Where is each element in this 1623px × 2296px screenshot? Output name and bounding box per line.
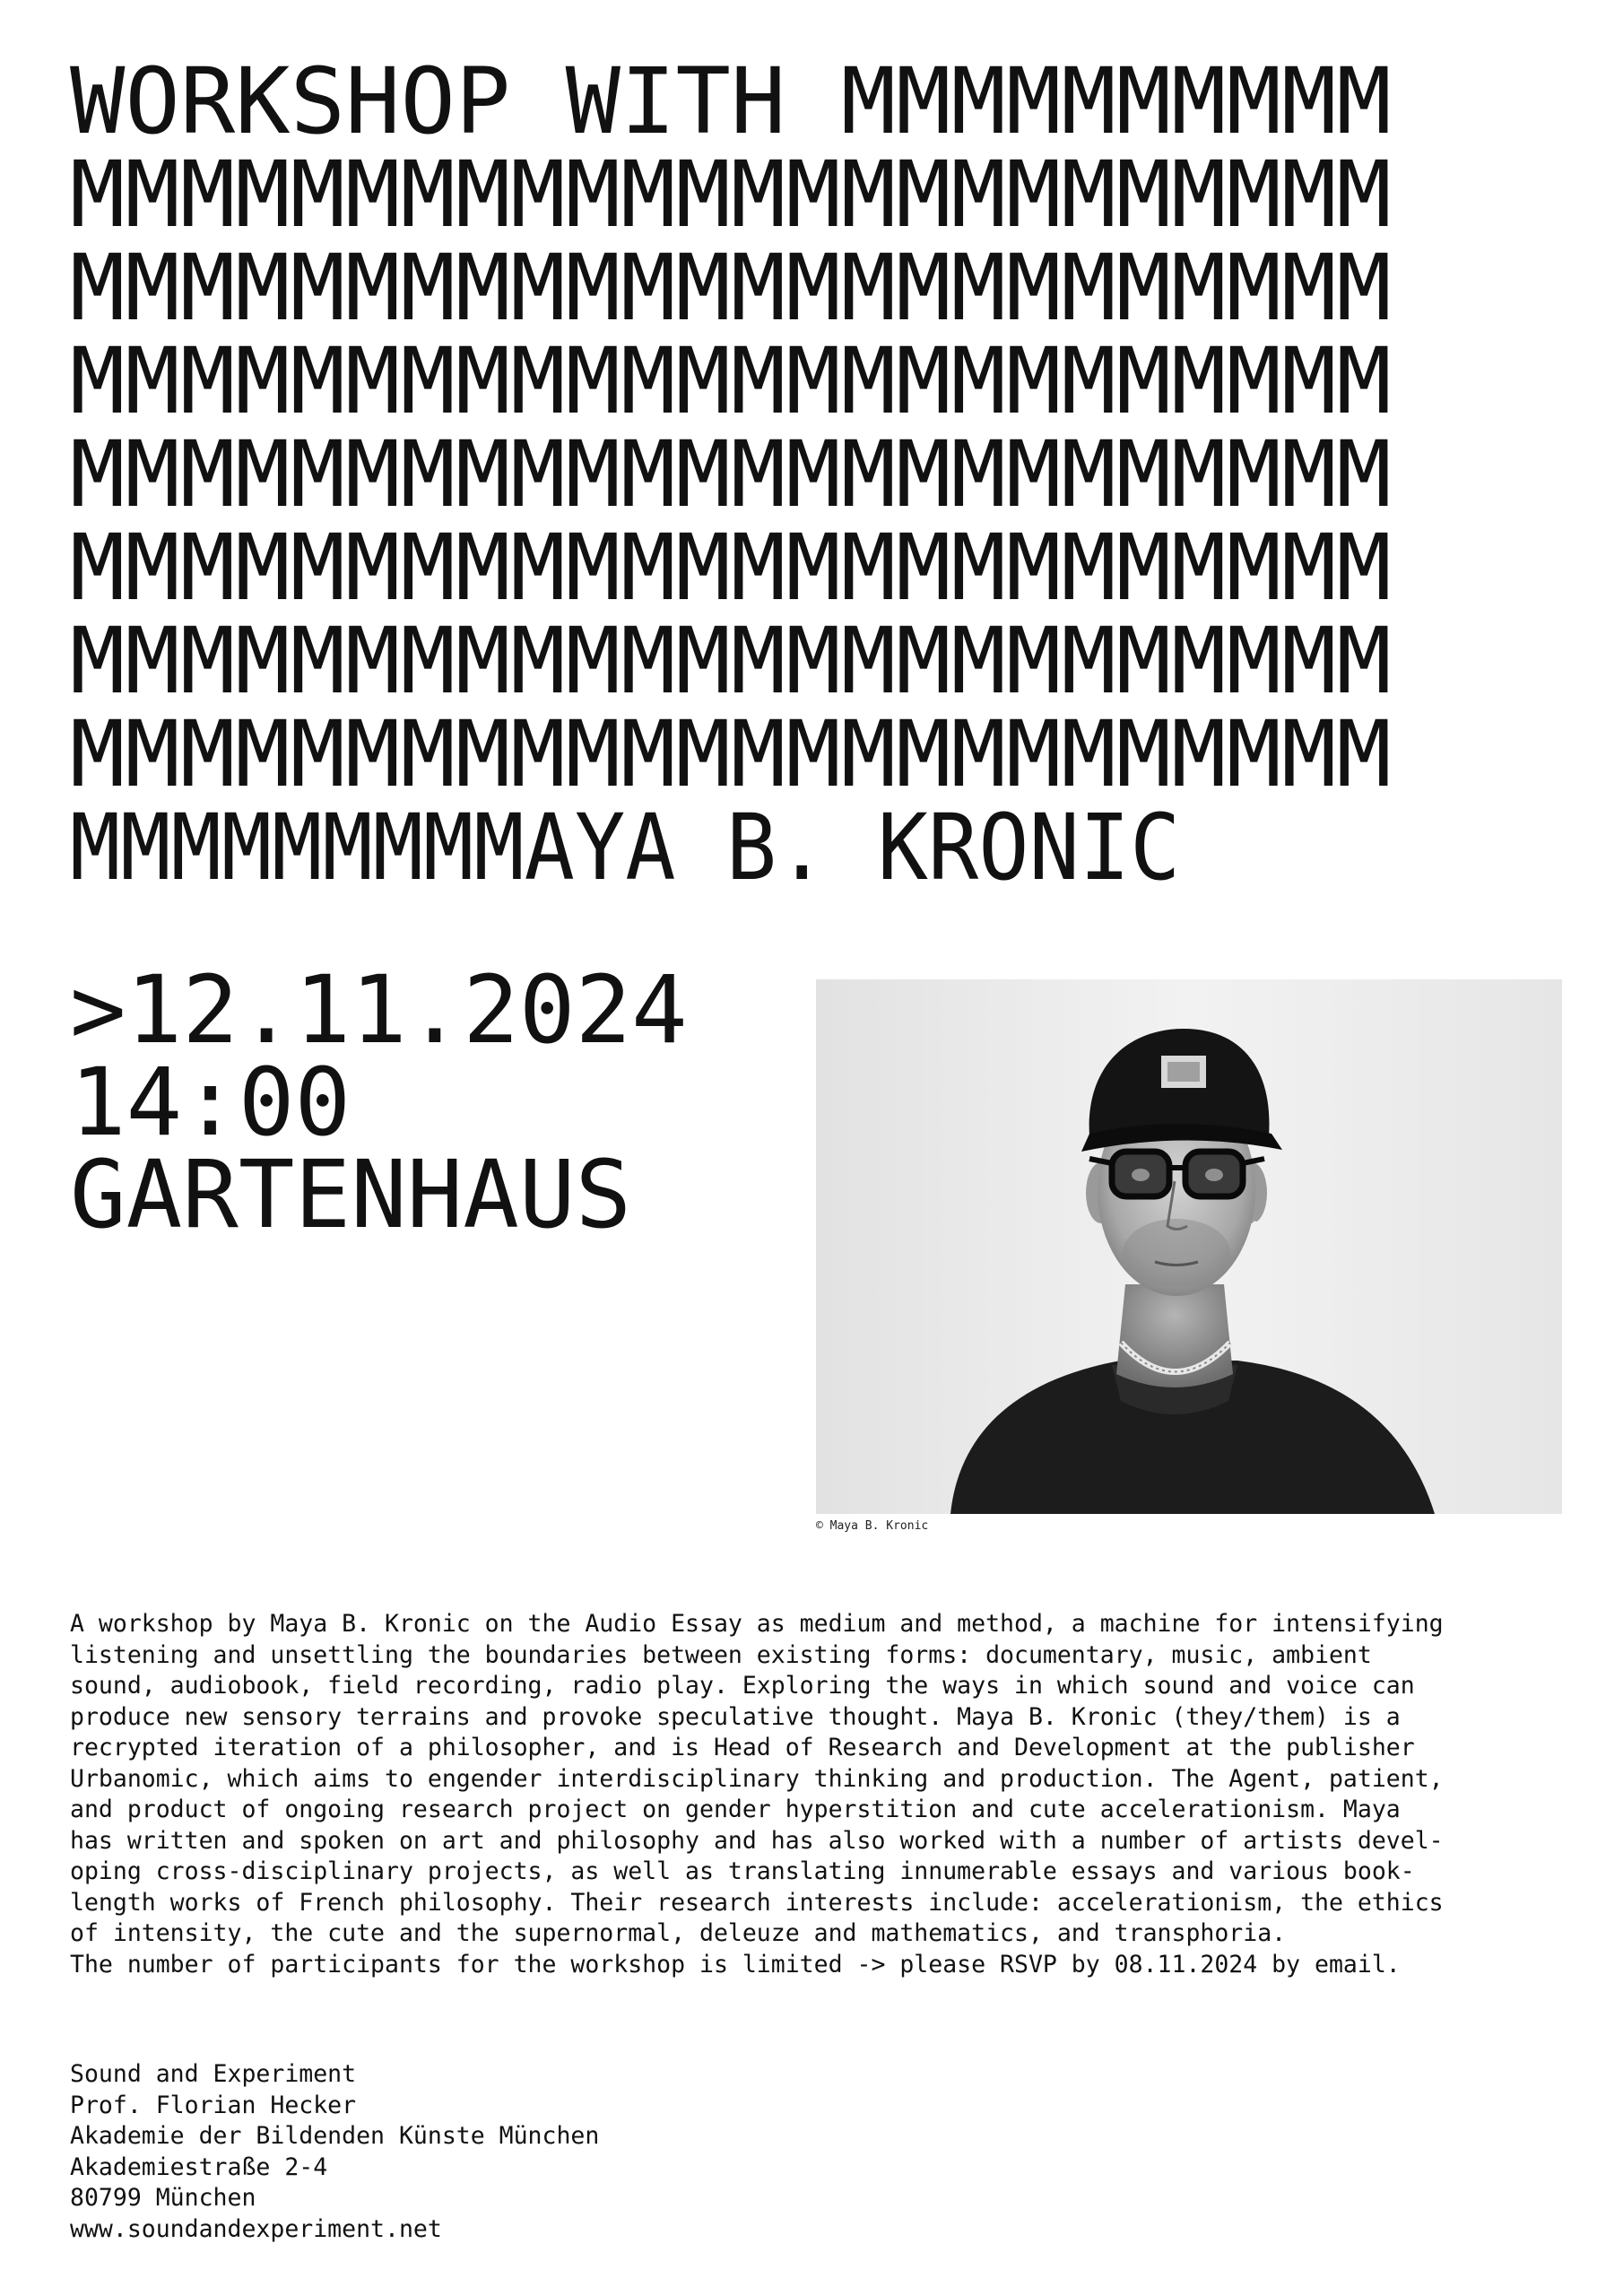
contact-institution: Akademie der Bildenden Künste München [70,2122,600,2150]
description-line: A workshop by Maya B. Kronic on the Audio Essay as medium and method, a machine for intensifying [70,1610,1444,1638]
description-line: has written and spoken on art and philosophy and has also worked with a number of artists devel- [70,1826,1444,1855]
description-line: of intensity, the cute and the supernormal, deleuze and mathematics, and transphoria. [70,1919,1287,1947]
headline [70,48,1558,901]
event-time: 14:00 [70,1048,352,1157]
headline-line: MMMMMMMMMMMMMMMMMMMMMMMM [70,701,1392,808]
photo-credit: © Maya B. Kronic [816,1519,929,1533]
description-line: produce new sensory terrains and provoke speculative thought. Maya B. Kronic (they/them) is a [70,1702,1401,1731]
description-line: sound, audiobook, field recording, radio play. Exploring the ways in which sound and voice can [70,1672,1415,1700]
description-line: length works of French philosophy. Their research interests include: accelerationism, the ethics [70,1888,1444,1917]
contact-street: Akademiestraße 2-4 [70,2152,328,2181]
event-date: >12.11.2024 [70,955,688,1065]
contact-block [70,2059,599,2245]
headline-line: MMMMMMMMMMMMMMMMMMMMMMMM [70,142,1392,248]
description-line: listening and unsettling the boundaries between existing forms: documentary, music, ambient [70,1640,1372,1669]
description-line: Urbanomic, which aims to engender interdisciplinary thinking and production. The Agent, patient, [70,1764,1444,1793]
headline-line: WORKSHOP WITH MMMMMMMMMM [70,48,1392,155]
headline-line: MMMMMMMMMMMMMMMMMMMMMMMM [70,328,1392,435]
rsvp-line: The number of participants for the workshop is limited -> please RSVP by 08.11.2024 by email. [70,1950,1401,1979]
contact-website-link[interactable]: www.soundandexperiment.net [70,2214,442,2243]
contact-city: 80799 München [70,2184,256,2212]
event-info [70,955,688,1249]
description-text [70,1609,1564,1980]
headline-line: MMMMMMMMMMMMMMMMMMMMMMMM [70,515,1392,622]
headline-line: MMMMMMMMMMMMMMMMMMMMMMMM [70,235,1392,342]
portrait-photo [816,979,1562,1514]
headline-line: MMMMMMMMMAYA B. KRONIC [70,795,1181,901]
headline-line: MMMMMMMMMMMMMMMMMMMMMMMM [70,422,1392,528]
contact-class-name: Sound and Experiment [70,2060,357,2088]
contact-professor: Prof. Florian Hecker [70,2091,357,2119]
description-line: recrypted iteration of a philosopher, and is Head of Research and Development at the publisher [70,1734,1415,1761]
event-location: GARTENHAUS [70,1140,632,1249]
description-line: and product of ongoing research project on gender hyperstition and cute accelerationism. Maya [70,1796,1401,1823]
headline-line: MMMMMMMMMMMMMMMMMMMMMMMM [70,608,1392,715]
description-line: oping cross-disciplinary projects, as well as translating innumerable essays and various book- [70,1857,1415,1885]
